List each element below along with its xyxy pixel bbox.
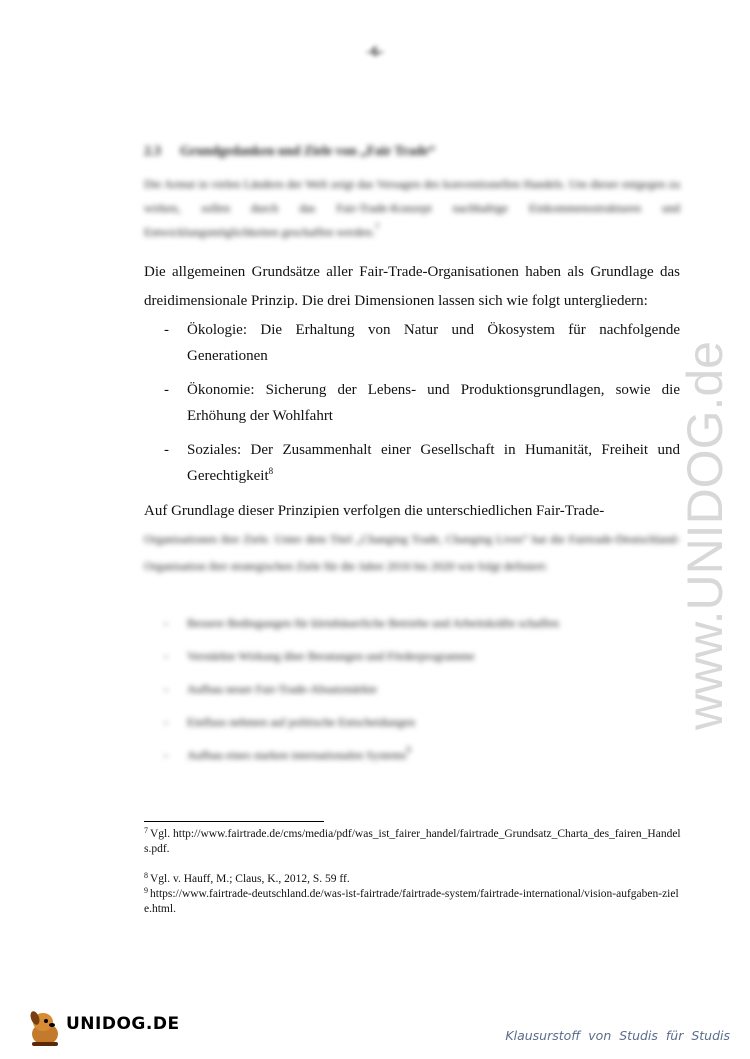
list-item-text: Bessere Bedingungen für kleinbäuerliche Betriebe und Arbeitskräfte schaffen	[187, 616, 559, 630]
bullet-dash: -	[164, 382, 169, 398]
bullet-dash: -	[164, 442, 169, 458]
list-item-text	[187, 437, 680, 489]
watermark	[664, 280, 744, 740]
principles-paragraph: Die allgemeinen Grundsätze aller Fair-Trade-Organisationen haben als Grundlage das dreidimensionale Prinzip. Die drei Dimensionen lassen sich wie folgt untergliedern:	[144, 264, 680, 309]
list-item	[164, 317, 680, 369]
bullet-dash: -	[164, 322, 169, 338]
bullet-dash: -	[164, 715, 168, 729]
list-item	[164, 437, 680, 489]
goals-paragraph	[144, 497, 680, 580]
list-item-label: Soziales: Der Zusammenhalt einer Gesellschaft in Humanität, Freiheit und Gerechtigkeit	[187, 442, 680, 484]
list-item-text: Einfluss nehmen auf politische Entscheidungen	[187, 715, 415, 729]
list-item	[164, 676, 680, 702]
list-item-text: Aufbau neuer Fair-Trade-Absatzmärkte	[187, 682, 377, 696]
footnote	[144, 872, 684, 887]
list-item-text: Ökonomie: Sicherung der Lebens- und Produktionsgrundlagen, sowie die Erhöhung der Wohlfahrt	[187, 382, 680, 424]
footnote	[144, 827, 684, 857]
footnote-text: https://www.fairtrade-deutschland.de/was-ist-fairtrade/fairtrade-system/fairtrade-international/vision-aufgaben-ziele.html.	[144, 888, 679, 915]
section-title: Grundgedanken und Ziele von „Fair Trade“	[180, 143, 436, 158]
goals-text: Auf Grundlage dieser Prinzipien verfolgen die unterschiedlichen Fair-Trade-	[144, 503, 605, 519]
footnote-text: Vgl. v. Hauff, M.; Claus, K., 2012, S. 59 ff.	[150, 873, 350, 885]
intro-paragraph	[144, 172, 680, 244]
dog-mascot-icon	[26, 1008, 64, 1048]
footnote-number: 7	[144, 826, 148, 835]
list-item-text: Verstärkte Wirkung über Beratungen und Förderprogramme	[187, 649, 475, 663]
footnote-ref-9: 9	[406, 745, 411, 755]
page-number: -6-	[366, 44, 384, 60]
footnote-ref-8: 8	[268, 466, 274, 476]
bullet-dash: -	[164, 616, 168, 630]
list-item	[164, 709, 680, 735]
footer-tagline: Klausurstoff von Studis für Studis	[505, 1028, 730, 1043]
section-number: 2.3	[144, 143, 161, 158]
list-item-text: Ökologie: Die Erhaltung von Natur und Ökosystem für nachfolgende Generationen	[187, 322, 680, 364]
list-item	[164, 377, 680, 429]
section-heading	[144, 143, 435, 159]
goals-text-blurred: Organisationen ihre Ziele. Unter dem Titel „Changing Trade, Changing Lives“ hat die Fairtrade-Deutschland-Organisation ihre strategischen Ziele für die Jahre 2016 bis 2020 wie folgt definiert:	[144, 532, 680, 573]
watermark-text: www.UNIDOG.de	[677, 341, 733, 730]
intro-text: Die Armut in vielen Ländern der Welt zeigt das Versagen des konventionellen Handels. Um dieser entgegen zu wirken, sollen durch das Fair-Trade-Konzept nachhaltige Einkommensstrukturen und Entwicklungsmöglichkeiten geschaffen werden.	[144, 177, 680, 239]
list-item	[164, 742, 680, 768]
footnote-text: Vgl. http://www.fairtrade.de/cms/media/pdf/was_ist_fairer_handel/fairtrade_Grundsatz_Charta_des_fairen_Handels.pdf.	[144, 828, 681, 855]
footnote-number: 8	[144, 871, 148, 880]
bullet-dash: -	[164, 748, 168, 762]
list-item-label: Aufbau eines starken internationalen Systems	[187, 748, 407, 762]
footnote-ref-7: 7	[374, 222, 380, 232]
logo-text: UNIDOG.DE	[66, 1014, 180, 1034]
list-item	[164, 610, 680, 636]
footnote-number: 9	[144, 886, 148, 895]
list-item	[164, 643, 680, 669]
list-item-text	[187, 742, 680, 768]
footnote-divider	[144, 821, 324, 822]
bullet-dash: -	[164, 649, 168, 663]
footnote	[144, 887, 684, 917]
bullet-dash: -	[164, 682, 168, 696]
unidog-logo[interactable]	[26, 1008, 180, 1048]
